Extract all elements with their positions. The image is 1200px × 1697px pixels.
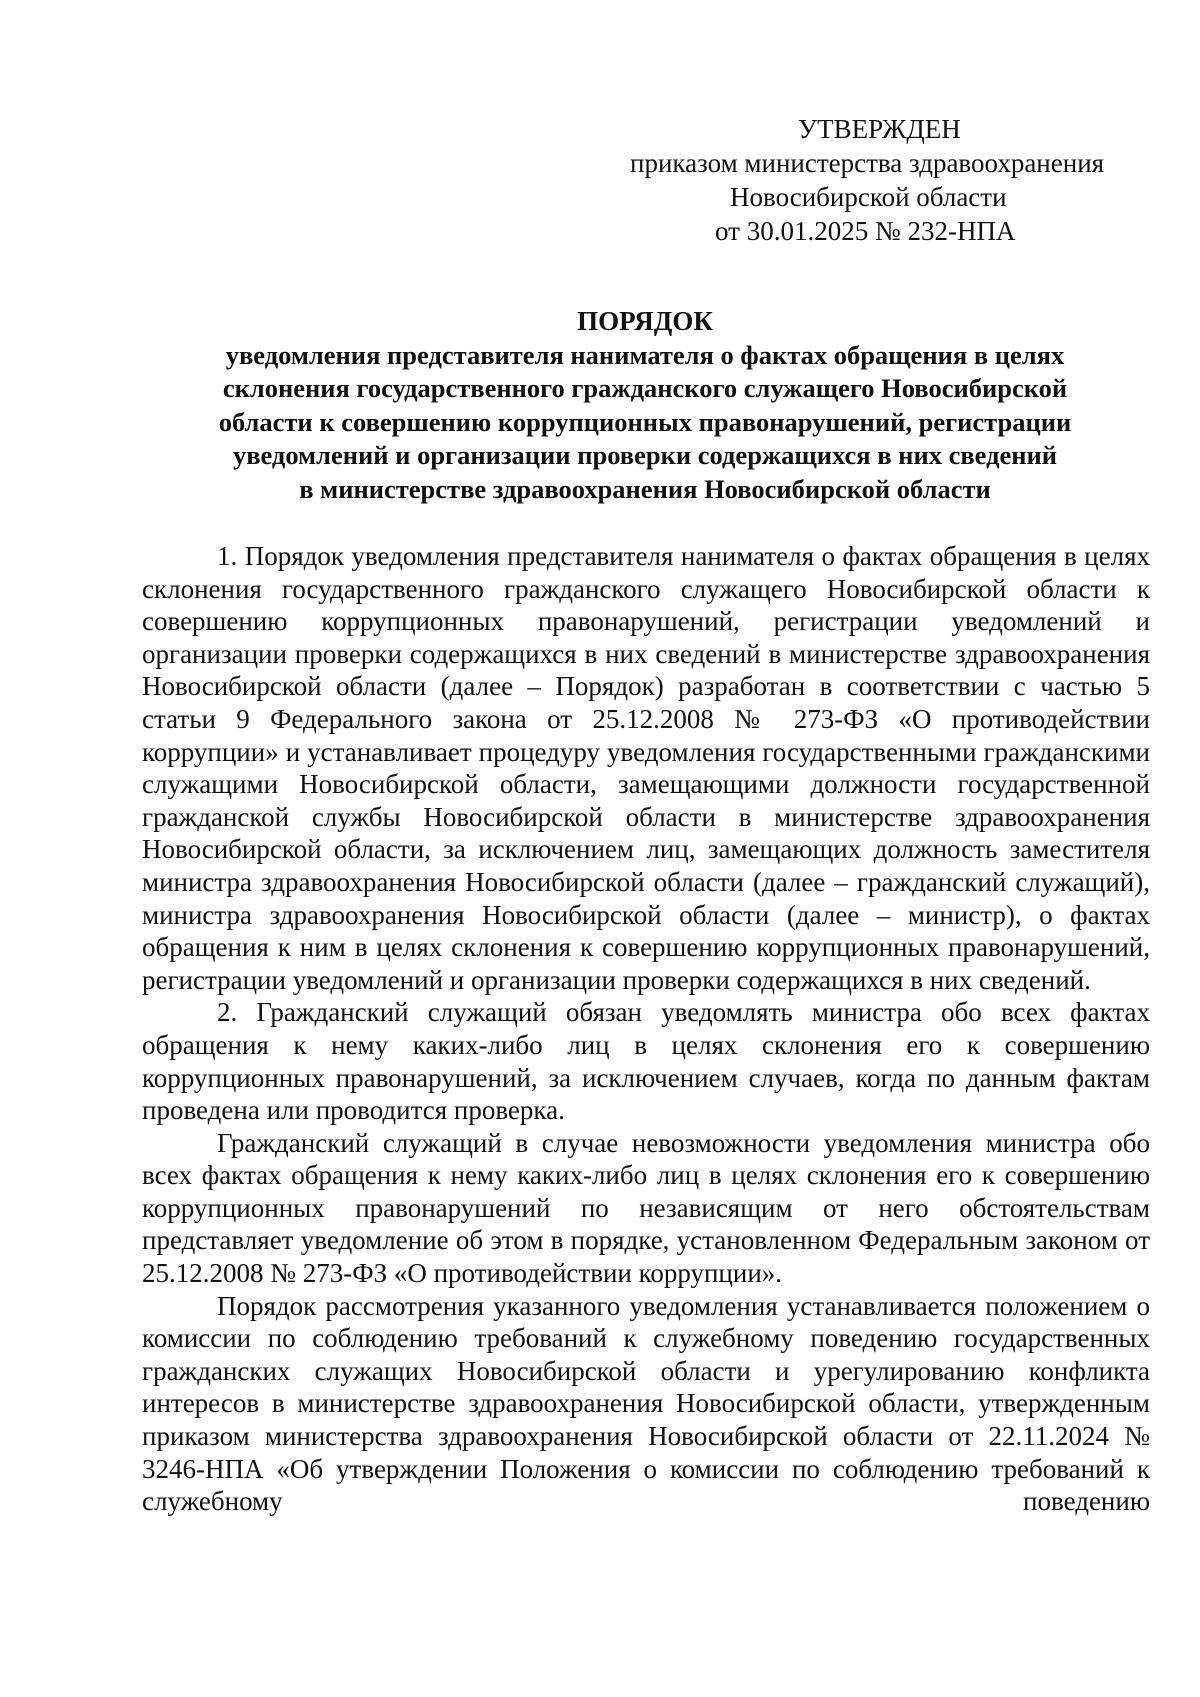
approval-date-number: от 30.01.2025 № 232-НПА <box>715 216 1016 246</box>
approval-heading: УТВЕРЖДЕН <box>798 114 961 144</box>
paragraph-1: 1. Порядок уведомления представителя нанимателя о фактах обращения в целях склонения государственного гражданского служащего Новосибирской области к совершению коррупционных правонарушений, регистрации уведомлений и организации проверки содержащихся в них сведений в министерстве здравоохранения Новосибирской области (далее – Порядок) разработан в соответствии с частью 5 статьи 9 Федерального закона от 25.12.2008 № 273-ФЗ «О противодействии коррупции» и устанавливает процедуру уведомления государственными гражданскими служащими Новосибирской области, замещающими должности государственной гражданской службы Новосибирской области в министерстве здравоохранения Новосибирской области, за исключением лиц, замещающих должность заместителя министра здравоохранения Новосибирской области (далее – гражданский служащий), министра здравоохранения Новосибирской области (далее – министр), о фактах обращения к ним в целях склонения к совершению коррупционных правонарушений, регистрации уведомлений и организации проверки содержащихся в них сведений. <box>142 541 1150 995</box>
title-line: склонения государственного гражданского служащего Новосибирской <box>222 373 1068 403</box>
approval-order-line: приказом министерства здравоохранения <box>630 148 1105 178</box>
approval-region-line: Новосибирской области <box>730 182 1007 212</box>
title-line: области к совершению коррупционных правонарушений, регистрации <box>218 406 1072 437</box>
document-title <box>140 305 1150 506</box>
document-body <box>142 540 1150 1518</box>
paragraph-2: 2. Гражданский служащий обязан уведомлять министра обо всех фактах обращения к нему каких-либо лиц в целях склонения его к совершению коррупционных правонарушений, за исключением случаев, когда по данным фактам проведена или проводится проверка. <box>142 997 1150 1126</box>
approval-stamp <box>630 112 1150 248</box>
title-line: уведомлений и организации проверки содержащихся в них сведений <box>232 440 1058 470</box>
paragraph-4: Порядок рассмотрения указанного уведомления устанавливается положением о комиссии по соблюдению требований к служебному поведению государственных гражданских служащих Новосибирской области и урегулированию конфликта интересов в министерстве здравоохранения Новосибирской области, утвержденным приказом министерства здравоохранения Новосибирской области от 22.11.2024 № 3246-НПА «Об утверждении Положения о комиссии по соблюдению требований к служебному поведению <box>142 1290 1150 1517</box>
title-line: уведомления представителя нанимателя о фактах обращения в целях <box>225 339 1065 370</box>
title-line: в министерстве здравоохранения Новосибирской области <box>299 473 991 504</box>
paragraph-3: Гражданский служащий в случае невозможности уведомления министра обо всех фактах обращения к нему каких-либо лиц в целях склонения его к совершению коррупционных правонарушений по независящим от него обстоятельствам представляет уведомление об этом в порядке, установленном Федеральным законом от 25.12.2008 № 273-ФЗ «О противодействии коррупции». <box>142 1127 1150 1289</box>
title-heading: ПОРЯДОК <box>577 306 713 336</box>
